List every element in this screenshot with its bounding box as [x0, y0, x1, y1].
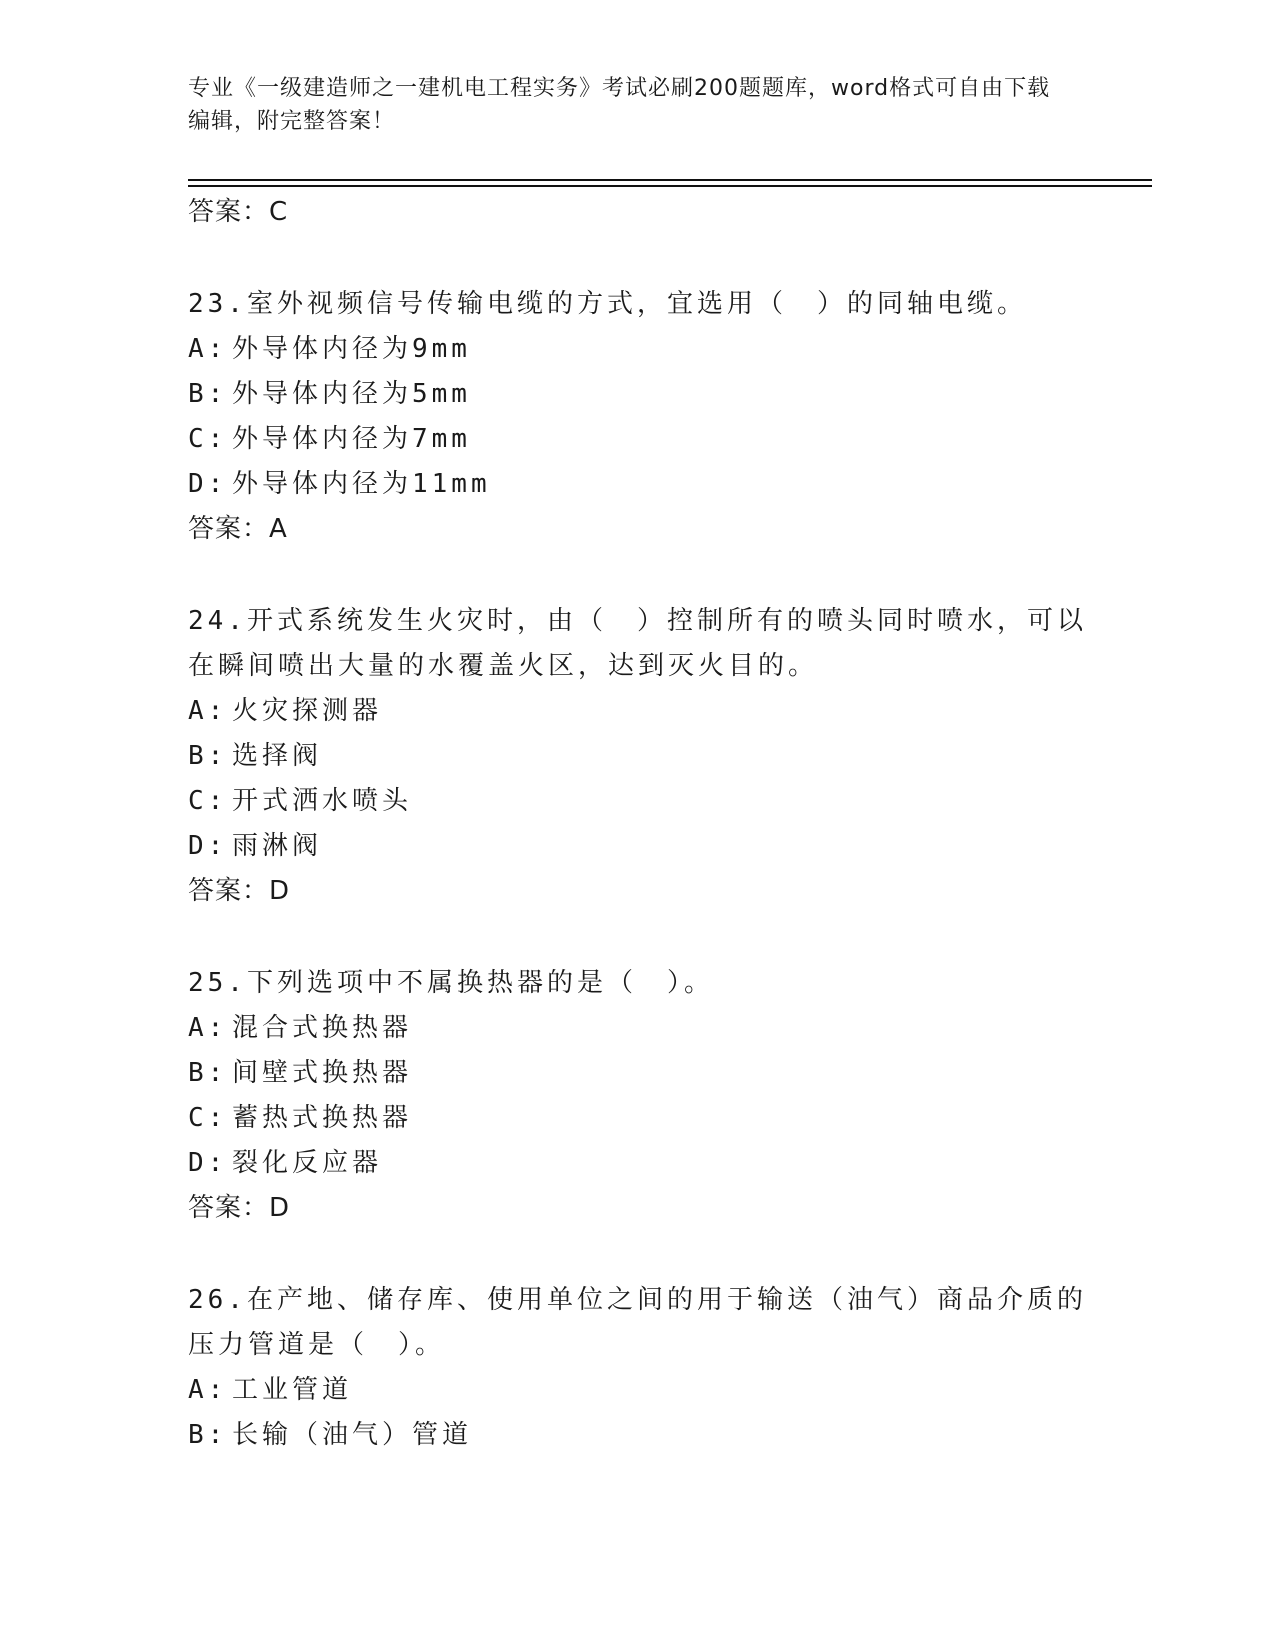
question-stem: 23.室外视频信号传输电缆的方式，宜选用（ ）的同轴电缆。: [188, 289, 1027, 319]
option-letter: D:: [188, 469, 228, 499]
option-d: [188, 462, 1088, 507]
answer: 答案：A: [188, 514, 288, 544]
header-description: 专业《一级建造师之一建机电工程实务》考试必刷200题题库，word格式可自由下载编辑，附完整答案！: [188, 76, 1051, 134]
option-letter: D:: [188, 831, 228, 861]
question-23: [188, 282, 1088, 552]
question-stem: 26.在产地、储存库、使用单位之间的用于输送（油气）商品介质的压力管道是（ ）。: [188, 1285, 1087, 1360]
option-text: 外导体内径为11mm: [232, 469, 491, 499]
option-letter: C:: [188, 424, 228, 454]
option-text: 裂化反应器: [232, 1148, 383, 1178]
option-b: [188, 734, 1088, 779]
option-text: 开式洒水喷头: [232, 786, 413, 816]
option-letter: A:: [188, 1375, 228, 1405]
question-list: [188, 190, 1088, 1458]
question-26: [188, 1278, 1088, 1458]
option-letter: C:: [188, 786, 228, 816]
option-a: [188, 689, 1088, 734]
question-24: [188, 599, 1088, 914]
header-divider-line-double: [188, 185, 1152, 187]
option-text: 间壁式换热器: [232, 1058, 413, 1088]
option-d: [188, 824, 1088, 869]
option-letter: B:: [188, 1058, 228, 1088]
option-a: [188, 327, 1088, 372]
option-text: 选择阀: [232, 741, 323, 771]
option-text: 雨淋阀: [232, 831, 323, 861]
option-a: [188, 1368, 1088, 1413]
option-letter: B:: [188, 379, 228, 409]
option-c: [188, 1096, 1088, 1141]
option-letter: A:: [188, 1013, 228, 1043]
answer: 答案：D: [188, 1193, 291, 1223]
option-b: [188, 1051, 1088, 1096]
document-header: [188, 72, 1068, 138]
option-text: 长输（油气）管道: [232, 1420, 473, 1450]
previous-answer: 答案：C: [188, 197, 289, 227]
option-text: 工业管道: [232, 1375, 353, 1405]
option-letter: B:: [188, 741, 228, 771]
option-d: [188, 1141, 1088, 1186]
option-a: [188, 1006, 1088, 1051]
option-text: 外导体内径为7mm: [232, 424, 471, 454]
option-text: 外导体内径为5mm: [232, 379, 471, 409]
option-letter: D:: [188, 1148, 228, 1178]
option-text: 混合式换热器: [232, 1013, 413, 1043]
option-letter: A:: [188, 696, 228, 726]
option-text: 外导体内径为9mm: [232, 334, 471, 364]
option-text: 蓄热式换热器: [232, 1103, 413, 1133]
option-c: [188, 779, 1088, 824]
question-stem: 25.下列选项中不属换热器的是（ ）。: [188, 968, 714, 998]
option-c: [188, 417, 1088, 462]
option-b: [188, 372, 1088, 417]
option-text: 火灾探测器: [232, 696, 383, 726]
option-letter: B:: [188, 1420, 228, 1450]
answer: 答案：D: [188, 876, 291, 906]
question-stem: 24.开式系统发生火灾时，由（ ）控制所有的喷头同时喷水，可以在瞬间喷出大量的水覆盖火区，达到灭火目的。: [188, 606, 1087, 681]
header-divider-line: [188, 179, 1152, 181]
question-25: [188, 961, 1088, 1231]
option-letter: A:: [188, 334, 228, 364]
option-b: [188, 1413, 1088, 1458]
option-letter: C:: [188, 1103, 228, 1133]
